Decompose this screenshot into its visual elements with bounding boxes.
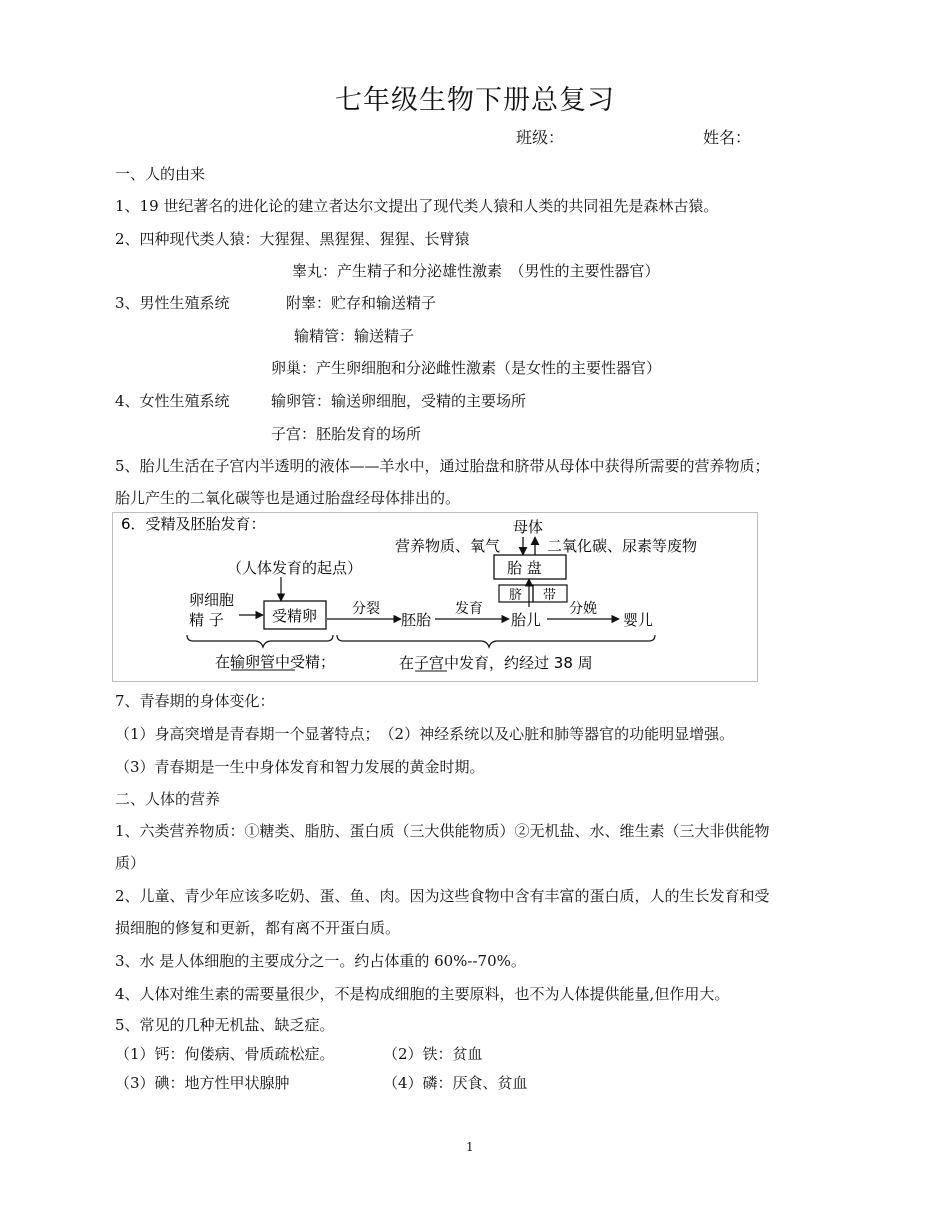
male-vas-deferens: 输精管：输送精子 xyxy=(294,327,415,345)
text-line: 5、常见的几种无机盐、缺乏症。 xyxy=(115,1016,335,1034)
mineral-iron: （2）铁：贫血 xyxy=(383,1045,483,1063)
text-line: 3、水 是人体细胞的主要成分之一。约占体重的 60%--70%。 xyxy=(115,952,526,970)
female-ovary: 卵巢：产生卵细胞和分泌雌性激素（是女性的主要性器官） xyxy=(271,359,662,377)
text-line: 1、六类营养物质：①糖类、脂肪、蛋白质（三大供能物质）②无机盐、水、维生素（三大非供能物 xyxy=(115,822,770,840)
name-label: 姓名： xyxy=(703,128,752,147)
mineral-iodine: （3）碘：地方性甲状腺肿 xyxy=(115,1074,290,1092)
mineral-phosphorus: （4）磷：厌食、贫血 xyxy=(383,1074,528,1092)
male-system-label: 3、男性生殖系统 xyxy=(115,294,230,312)
mineral-calcium: （1）钙：佝偻病、骨质疏松症。 xyxy=(115,1045,335,1063)
female-uterus: 子宫：胚胎发育的场所 xyxy=(271,425,422,443)
brace-development xyxy=(337,635,655,647)
page-number: 1 xyxy=(466,1140,474,1154)
umbilical-label-2: 带 xyxy=(543,588,557,603)
text-line: 7、青春期的身体变化： xyxy=(115,692,275,710)
fetus-label: 胎儿 xyxy=(511,611,542,629)
text-line: 2、四种现代类人猿：大猩猩、黑猩猩、猩猩、长臂猿 xyxy=(115,230,470,248)
nutrients-label: 营养物质、氧气 xyxy=(395,537,501,555)
text-line: （3）青春期是一生中身体发育和智力发展的黄金时期。 xyxy=(115,758,485,776)
text-line: 质） xyxy=(115,854,146,872)
development-place: 在子宫中发育，约经过 38 周 xyxy=(399,654,593,672)
fertilization-diagram xyxy=(112,512,758,682)
text-line: 2、儿童、青少年应该多吃奶、蛋、鱼、肉。因为这些食物中含有丰富的蛋白质，人的生长发育和受 xyxy=(115,887,770,905)
section-heading-origin: 一、人的由来 xyxy=(115,165,206,183)
text-line: （1）身高突增是青春期一个显著特点； （2）神经系统以及心脏和肺等器官的功能明显增强。 xyxy=(115,725,735,743)
text-line: 4、人体对维生素的需要量很少，不是构成细胞的主要原料，也不为人体提供能量,但作用大。 xyxy=(115,985,730,1003)
sperm-label: 精 子 xyxy=(189,611,224,629)
female-system-label: 4、女性生殖系统 xyxy=(115,392,230,410)
embryo-label: 胚胎 xyxy=(401,611,432,629)
start-note: （人体发育的起点） xyxy=(227,559,363,577)
text-line: 胎儿产生的二氧化碳等也是通过胎盘经母体排出的。 xyxy=(115,489,461,507)
text-line: 5、胎儿生活在子宫内半透明的液体——羊水中，通过胎盘和脐带从母体中获得所需要的营养物质； xyxy=(115,457,770,475)
text-line: 损细胞的修复和更新，都有离不开蛋白质。 xyxy=(115,919,401,937)
mother-label: 母体 xyxy=(513,518,544,536)
brace-fertilization xyxy=(187,635,333,647)
class-label: 班级： xyxy=(516,128,565,147)
divide-label: 分裂 xyxy=(352,601,380,617)
figure-title: 6．受精及胚胎发育： xyxy=(121,515,266,533)
male-testis: 睾丸：产生精子和分泌雄性激素 （男性的主要性器官） xyxy=(292,262,660,280)
wastes-label: 二氧化碳、尿素等废物 xyxy=(547,537,698,555)
baby-label: 婴儿 xyxy=(623,611,654,629)
zygote-label: 受精卵 xyxy=(272,607,318,625)
section-heading-nutrition: 二、人体的营养 xyxy=(115,790,221,808)
placenta-label: 胎 盘 xyxy=(507,559,542,577)
fertilization-place: 在输卵管中受精； xyxy=(215,653,336,671)
birth-label: 分娩 xyxy=(569,601,597,617)
develop-label: 发育 xyxy=(455,601,483,617)
egg-label: 卵细胞 xyxy=(189,591,235,609)
umbilical-label-1: 脐 xyxy=(509,588,523,603)
page-title: 七年级生物下册总复习 xyxy=(335,85,615,116)
female-oviduct: 输卵管：输送卵细胞，受精的主要场所 xyxy=(271,392,527,410)
text-line: 1、19 世纪著名的进化论的建立者达尔文提出了现代类人猿和人类的共同祖先是森林古猿。 xyxy=(115,197,719,215)
male-epididymis: 附睾：贮存和输送精子 xyxy=(286,294,437,312)
